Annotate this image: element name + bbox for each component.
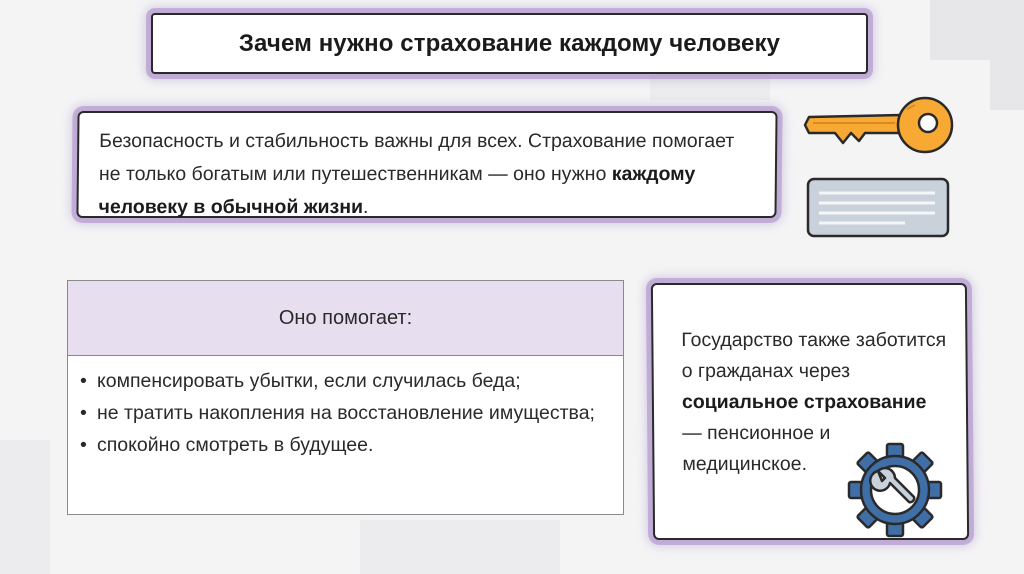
title-box [151, 13, 868, 74]
intro-text-start: Безопасность и стабильность важны для всех. Страхование помогает не только богатым или путешественникам — оно нужно [98, 130, 735, 185]
state-note-emphasis: социальное страхование [681, 391, 927, 413]
background-block [930, 0, 990, 60]
state-note-end: — пенсионное и медицинское. [682, 422, 831, 475]
gear-wrench-icon [847, 442, 943, 538]
intro-box [76, 111, 777, 218]
background-block [360, 520, 560, 574]
background-block [0, 440, 50, 574]
help-table [67, 280, 624, 515]
intro-text-end: . [362, 196, 369, 218]
state-note-start: Государство также заботится о гражданах через [681, 329, 947, 382]
key-icon [803, 93, 955, 157]
list-item: • спокойно смотреть в будущее. [80, 432, 609, 459]
list-item: • компенсировать убытки, если случилась беда; [80, 368, 609, 395]
page-title: Зачем нужно страхование каждому человеку [238, 29, 781, 57]
background-block [990, 0, 1024, 110]
intro-text-emphasis: каждому человеку в обычной жизни [98, 163, 696, 218]
card-icon [805, 176, 951, 239]
intro-text [98, 125, 755, 224]
help-table-header: Оно помогает: [68, 281, 623, 356]
list-item: • не тратить накопления на восстановление имущества; [80, 400, 609, 427]
help-list [68, 356, 623, 459]
